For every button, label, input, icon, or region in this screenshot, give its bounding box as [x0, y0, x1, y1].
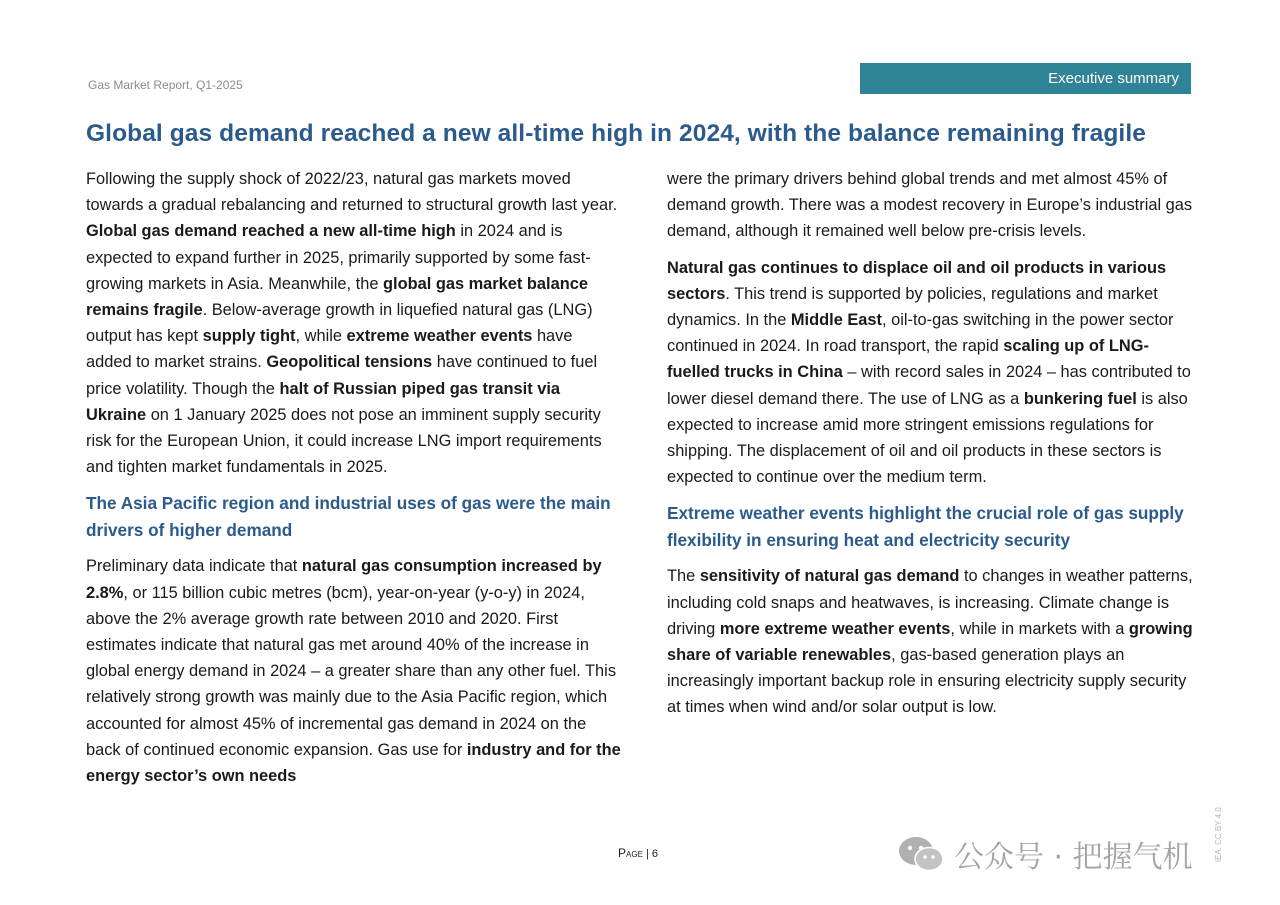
license-note: IEA. CC BY 4.0.: [1214, 805, 1223, 863]
wechat-icon: [896, 834, 946, 874]
page-number: [618, 846, 658, 860]
paragraph-displacement: Natural gas continues to displace oil and oil products in various sectors. This trend is supported by policies, regulations and market dynamics. In the Middle East, oil-to-gas switching in the power sector continued in 2024. In road transport, the rapid scaling up of LNG-fuelled trucks in China – with record sales in 2024 – has contributed to lower diesel demand there. The use of LNG as a bunkering fuel is also expected to increase amid more stringent emissions regulations for shipping. The displacement of oil and oil products in these sectors is expected to continue over the medium term.: [667, 258, 1191, 487]
watermark-text: 公众号 · 把握气机: [954, 840, 1193, 875]
watermark: [896, 832, 1193, 876]
section-tag: Executive summary: [860, 63, 1191, 94]
page-separator: |: [642, 848, 652, 860]
page-number-value: 6: [651, 848, 659, 860]
paragraph-consumption: Preliminary data indicate that natural gas consumption increased by 2.8%, or 115 billion cubic metres (bcm), year-on-year (y-o-y) in 2024, above the 2% average growth rate between 2010 and 2020. First estimates indicate that natural gas met around 40% of the increase in global energy demand in 2024 – a greater share than any other fuel. This relatively strong growth was mainly due to the Asia Pacific region, which accounted for almost 45% of incremental gas demand in 2024 on the back of continued economic expansion. Gas use for industry and for the energy sector’s own needs: [86, 557, 621, 786]
subheading-extreme-weather: Extreme weather events highlight the crucial role of gas supply flexibility in ensuring heat and electricity security: [667, 503, 1184, 551]
page-label: Page: [618, 846, 643, 860]
paragraph-sensitivity: The sensitivity of natural gas demand to changes in weather patterns, including cold snaps and heatwaves, is increasing. Climate change is driving more extreme weather events, while in markets with a growing share of variable renewables, gas-based generation plays an increasingly important backup role in ensuring electricity supply security at times when wind and/or solar output is low.: [667, 567, 1193, 717]
page-title: Global gas demand reached a new all-time high in 2024, with the balance remaining fragile: [86, 120, 1146, 147]
right-column: [667, 166, 1197, 731]
paragraph-consumption-continued: were the primary drivers behind global trends and met almost 45% of demand growth. There was a modest recovery in Europe’s industrial gas demand, although it remained well below pre-crisis levels.: [667, 170, 1193, 241]
paragraph-intro: Following the supply shock of 2022/23, natural gas markets moved towards a gradual rebalancing and returned to structural growth last year. Global gas demand reached a new all-time high in 2024 and is expected to expand further in 2025, primarily supported by some fast-growing markets in Asia. Meanwhile, the global gas market balance remains fragile. Below-average growth in liquefied natural gas (LNG) output has kept supply tight, while extreme weather events have added to market strains. Geopolitical tensions have continued to fuel price volatility. Though the halt of Russian piped gas transit via Ukraine on 1 January 2025 does not pose an imminent supply security risk for the European Union, it could increase LNG import requirements and tighten market fundamentals in 2025.: [86, 170, 618, 477]
left-column: [86, 166, 622, 799]
report-name: Gas Market Report, Q1-2025: [88, 78, 243, 92]
subheading-asia-pacific: The Asia Pacific region and industrial uses of gas were the main drivers of higher demand: [86, 493, 611, 541]
